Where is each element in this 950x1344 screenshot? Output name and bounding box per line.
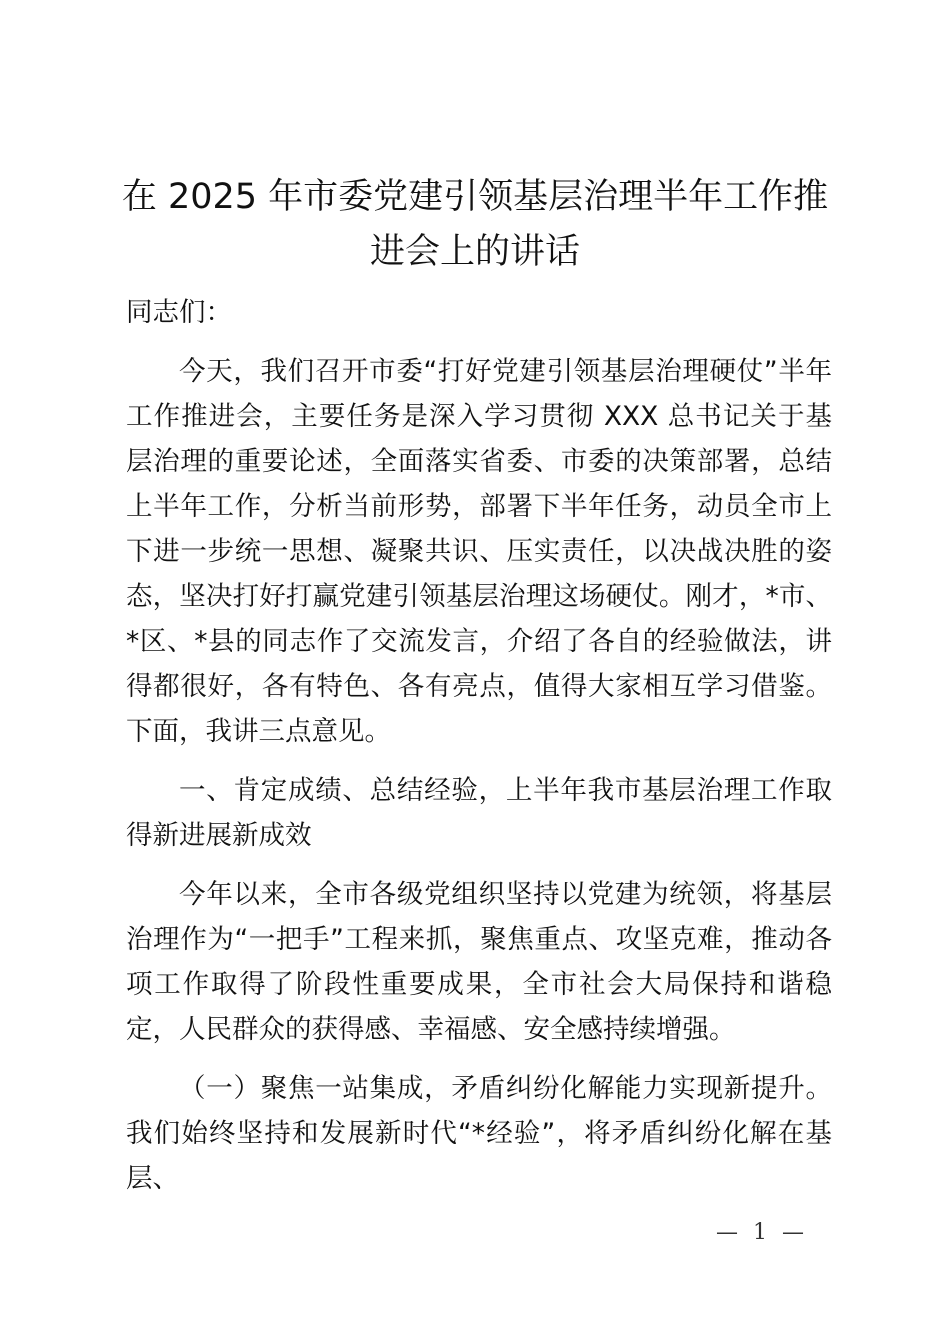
paragraph-opening: 今天，我们召开市委“打好党建引领基层治理硬仗”半年工作推进会，主要任务是深入学习贯彻 XXX 总书记关于基层治理的重要论述，全面落实省委、市委的决策部署，总结上半年工作，分析当前形势，部署下半年任务，动员全市上下进一步统一思想、凝聚共识、压实责任，以决战决胜的姿态，坚决打好打赢党建引领基层治理这场硬仗。刚才，*市、*区、*县的同志作了交流发言，介绍了各自的经验做法，讲得都很好，各有特色、各有亮点，值得大家相互学习借鉴。下面，我讲三点意见。: [126, 356, 832, 747]
document-body: [126, 290, 832, 1215]
paragraph-achievements: 今年以来，全市各级党组织坚持以党建为统领，将基层治理作为“一把手”工程来抓，聚焦重点、攻坚克难，推动各项工作取得了阶段性重要成果，全市社会大局保持和谐稳定，人民群众的获得感、幸福感、安全感持续增强。: [126, 879, 832, 1045]
subsection-heading-one: （一）聚焦一站集成，矛盾纠纷化解能力实现新提升。我们始终坚持和发展新时代“*经验”，将矛盾纠纷化解在基层、: [126, 1073, 832, 1194]
document-title: 在 2025 年市委党建引领基层治理半年工作推进会上的讲话: [121, 177, 829, 272]
section-heading-one: 一、肯定成绩、总结经验，上半年我市基层治理工作取得新进展新成效: [126, 775, 832, 851]
salutation: 同志们：: [126, 297, 232, 328]
page-number: — 1 —: [716, 1220, 808, 1245]
